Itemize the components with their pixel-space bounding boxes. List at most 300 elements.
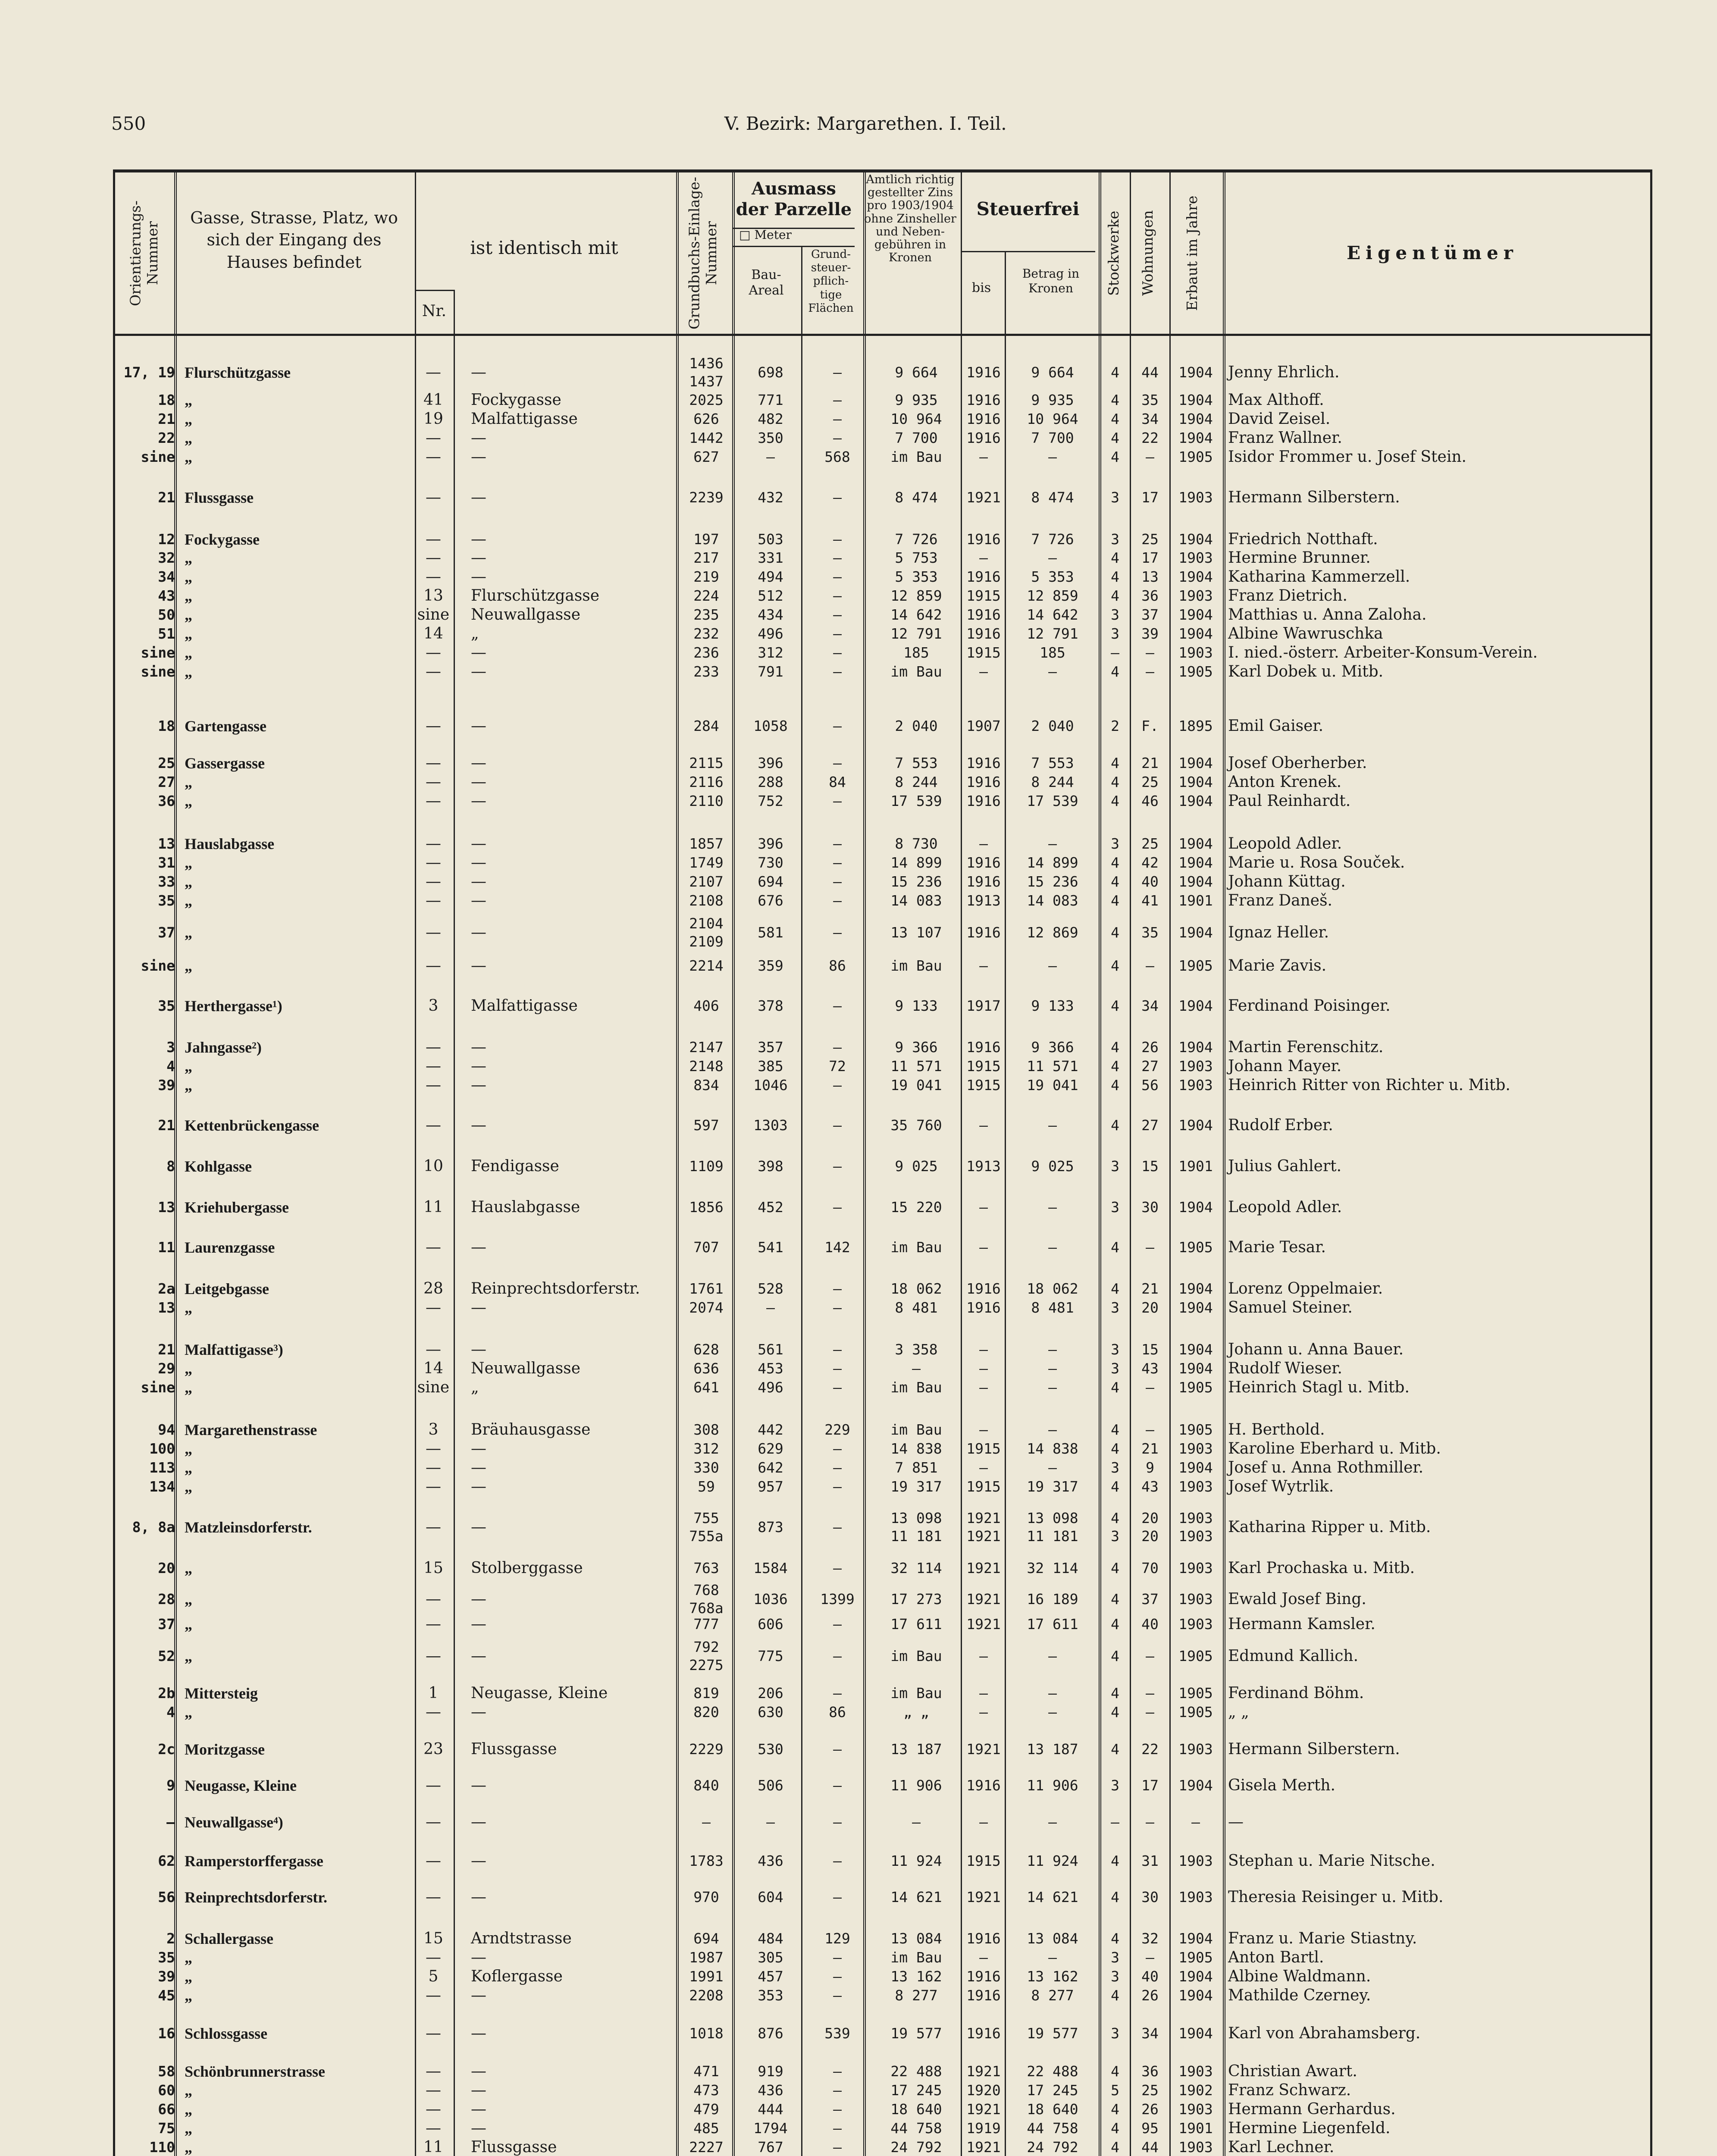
cell-steuerfrei-bis: 1921 bbox=[966, 1741, 1001, 1758]
cell-steuerfrei-betrag: 44 758 bbox=[1027, 2120, 1078, 2137]
cell-stockwerke: 4 bbox=[1111, 2063, 1119, 2080]
cell-erbaut: 1904 bbox=[1178, 429, 1213, 446]
table-row bbox=[0, 1279, 1717, 1298]
cell-stockwerke: 4 bbox=[1111, 549, 1119, 566]
cell-street: Mittersteig bbox=[185, 1685, 258, 1702]
cell-zins: 15 236 bbox=[890, 873, 942, 890]
cell-stockwerke: 4 bbox=[1111, 854, 1119, 871]
table-row bbox=[0, 2100, 1717, 2119]
cell-grundbuch: 755 755a bbox=[689, 1510, 724, 1545]
table-row bbox=[0, 956, 1717, 975]
cell-street: „ bbox=[185, 892, 192, 909]
cell-street: „ bbox=[185, 957, 192, 975]
cell-bau-areal: 541 bbox=[758, 1239, 783, 1256]
cell-grundbuch: 970 bbox=[693, 1889, 719, 1905]
cell-wohnungen: 32 bbox=[1141, 1930, 1159, 1947]
cell-grundbuch: 479 bbox=[693, 2101, 719, 2118]
cell-nr: — bbox=[426, 1518, 441, 1536]
cell-identisch: — bbox=[471, 568, 486, 586]
table-row bbox=[0, 429, 1717, 448]
cell-steuerfrei-bis: 1916 bbox=[966, 1930, 1001, 1947]
cell-wohnungen: 44 bbox=[1141, 364, 1159, 381]
cell-eigentuemer: Julius Gahlert. bbox=[1228, 1157, 1342, 1175]
cell-steuerfrei-betrag: — bbox=[1048, 1685, 1057, 1702]
cell-wohnungen: 26 bbox=[1141, 1987, 1159, 2004]
cell-grund-flaeche: — bbox=[833, 587, 842, 604]
cell-grund-flaeche: — bbox=[833, 2063, 842, 2080]
cell-bau-areal: 482 bbox=[758, 411, 783, 427]
cell-grundbuch: 641 bbox=[693, 1379, 719, 1396]
cell-street: „ bbox=[185, 924, 192, 941]
cell-grundbuch: 2229 bbox=[689, 1741, 724, 1758]
table-row bbox=[0, 1582, 1717, 1617]
cell-identisch: — bbox=[471, 754, 486, 772]
cell-eigentuemer: — bbox=[1228, 1813, 1244, 1831]
cell-identisch: — bbox=[471, 364, 486, 381]
cell-steuerfrei-betrag: 13 098 11 181 bbox=[1027, 1510, 1078, 1545]
cell-stockwerke: 3 bbox=[1111, 1968, 1119, 1985]
cell-identisch: — bbox=[471, 873, 486, 890]
cell-stockwerke: 4 bbox=[1111, 1889, 1119, 1905]
cell-grund-flaeche: — bbox=[833, 892, 842, 909]
cell-eigentuemer: Albine Wawruschka bbox=[1228, 625, 1383, 642]
cell-bau-areal: 1046 bbox=[753, 1077, 788, 1094]
header-bis: bis bbox=[971, 280, 991, 295]
cell-grundbuch: 1442 bbox=[689, 429, 724, 446]
cell-bau-areal: 436 bbox=[758, 2082, 783, 2099]
cell-steuerfrei-betrag: 32 114 bbox=[1027, 1560, 1078, 1576]
cell-grundbuch: 707 bbox=[693, 1239, 719, 1256]
page-title: V. Bezirk: Margarethen. I. Teil. bbox=[724, 113, 1007, 134]
cell-nr: 15 bbox=[423, 1930, 443, 1947]
cell-erbaut: 1903 bbox=[1178, 1616, 1213, 1633]
cell-grund-flaeche: — bbox=[833, 997, 842, 1014]
cell-eigentuemer: Hermann Silberstern. bbox=[1228, 489, 1400, 506]
cell-zins: 11 924 bbox=[890, 1852, 942, 1869]
cell-identisch: — bbox=[471, 773, 486, 791]
cell-bau-areal: 1058 bbox=[753, 718, 788, 734]
cell-steuerfrei-bis: 1916 bbox=[966, 392, 1001, 408]
cell-street: Fockygasse bbox=[185, 531, 260, 548]
cell-erbaut: 1903 bbox=[1178, 1889, 1213, 1905]
cell-street: „ bbox=[185, 2101, 192, 2118]
cell-eigentuemer: Anton Krenek. bbox=[1228, 773, 1342, 791]
table-row bbox=[0, 853, 1717, 872]
cell-eigentuemer: Katharina Kammerzell. bbox=[1228, 568, 1410, 586]
cell-wohnungen: 40 bbox=[1141, 873, 1159, 890]
cell-orientierung: sine bbox=[141, 663, 175, 680]
cell-identisch: — bbox=[471, 1949, 486, 1966]
cell-orientierung: — bbox=[166, 1814, 175, 1830]
cell-bau-areal: 1584 bbox=[753, 1560, 788, 1576]
cell-steuerfrei-bis: 1917 bbox=[966, 997, 1001, 1014]
cell-steuerfrei-bis: 1916 bbox=[966, 429, 1001, 446]
cell-zins: 44 758 bbox=[890, 2120, 942, 2137]
cell-street: „ bbox=[185, 1591, 192, 1608]
cell-steuerfrei-betrag: 14 083 bbox=[1027, 892, 1078, 909]
cell-grundbuch: 217 bbox=[693, 549, 719, 566]
cell-grund-flaeche: 129 bbox=[824, 1930, 850, 1947]
cell-steuerfrei-betrag: 8 277 bbox=[1031, 1987, 1074, 2004]
cell-grund-flaeche: — bbox=[833, 1039, 842, 1056]
cell-stockwerke: 3 bbox=[1111, 1949, 1119, 1966]
cell-erbaut: 1903 1903 bbox=[1178, 1510, 1213, 1545]
cell-orientierung: 2b bbox=[158, 1685, 175, 1702]
cell-eigentuemer: Max Althoff. bbox=[1228, 391, 1324, 409]
cell-grundbuch: 597 bbox=[693, 1117, 719, 1134]
cell-grund-flaeche: — bbox=[833, 392, 842, 408]
cell-steuerfrei-betrag: 16 189 bbox=[1027, 1591, 1078, 1608]
cell-grundbuch: 236 bbox=[693, 644, 719, 661]
cell-grund-flaeche: 229 bbox=[824, 1421, 850, 1438]
cell-zins: 10 964 bbox=[890, 411, 942, 427]
cell-erbaut: 1904 bbox=[1178, 606, 1213, 623]
cell-erbaut: 1904 bbox=[1178, 2025, 1213, 2042]
cell-identisch: Flurschützgasse bbox=[471, 587, 600, 605]
cell-grundbuch: 763 bbox=[693, 1560, 719, 1576]
table-row bbox=[0, 1813, 1717, 1832]
cell-erbaut: 1904 bbox=[1178, 835, 1213, 852]
table-row bbox=[0, 530, 1717, 549]
table-row bbox=[0, 997, 1717, 1015]
table-row bbox=[0, 2024, 1717, 2043]
cell-bau-areal: 791 bbox=[758, 663, 783, 680]
cell-bau-areal: 771 bbox=[758, 392, 783, 408]
cell-identisch: Malfattigasse bbox=[471, 410, 578, 428]
cell-grundbuch: 473 bbox=[693, 2082, 719, 2099]
cell-zins: 8 730 bbox=[895, 835, 938, 852]
cell-eigentuemer: Theresia Reisinger u. Mitb. bbox=[1228, 1888, 1444, 1906]
cell-street: „ bbox=[185, 587, 192, 605]
table-row bbox=[0, 567, 1717, 586]
table-row bbox=[0, 792, 1717, 811]
cell-nr: 28 bbox=[423, 1280, 443, 1297]
cell-orientierung: 39 bbox=[158, 1077, 175, 1094]
cell-bau-areal: 444 bbox=[758, 2101, 783, 2118]
cell-bau-areal: 752 bbox=[758, 793, 783, 809]
cell-stockwerke: 4 bbox=[1111, 1741, 1119, 1758]
cell-identisch: — bbox=[471, 1852, 486, 1870]
cell-nr: 23 bbox=[423, 1740, 443, 1758]
cell-stockwerke: 4 bbox=[1111, 1117, 1119, 1134]
cell-grund-flaeche: — bbox=[833, 1440, 842, 1457]
cell-wohnungen: — bbox=[1146, 1239, 1154, 1256]
header-ausmass: Ausmass der Parzelle bbox=[736, 179, 852, 219]
cell-wohnungen: 20 20 bbox=[1141, 1510, 1159, 1545]
cell-bau-areal: 305 bbox=[758, 1949, 783, 1966]
cell-grund-flaeche: — bbox=[833, 531, 842, 548]
cell-bau-areal: — bbox=[766, 448, 775, 465]
cell-steuerfrei-bis: 1916 bbox=[966, 793, 1001, 809]
cell-steuerfrei-betrag: — bbox=[1048, 1421, 1057, 1438]
table-row bbox=[0, 605, 1717, 624]
cell-erbaut: 1903 bbox=[1178, 549, 1213, 566]
cell-stockwerke: 4 bbox=[1111, 892, 1119, 909]
cell-steuerfrei-betrag: — bbox=[1048, 1949, 1057, 1966]
cell-steuerfrei-betrag: 17 245 bbox=[1027, 2082, 1078, 2099]
cell-steuerfrei-betrag: — bbox=[1048, 1360, 1057, 1377]
cell-zins: 19 317 bbox=[890, 1478, 942, 1495]
header-grund: Grund-steuer-pflich-tige Flächen bbox=[808, 248, 854, 315]
cell-grundbuch: 1109 bbox=[689, 1158, 724, 1175]
cell-erbaut: 1903 bbox=[1178, 1478, 1213, 1495]
table-row bbox=[0, 1116, 1717, 1135]
cell-orientierung: 113 bbox=[149, 1459, 175, 1476]
cell-erbaut: 1905 bbox=[1178, 1949, 1213, 1966]
cell-street: „ bbox=[185, 429, 192, 447]
cell-steuerfrei-bis: — bbox=[979, 1239, 988, 1256]
cell-nr: 11 bbox=[423, 1198, 443, 1216]
cell-steuerfrei-bis: 1921 bbox=[966, 2063, 1001, 2080]
cell-steuerfrei-betrag: 12 869 bbox=[1027, 924, 1078, 941]
cell-steuerfrei-bis: 1916 bbox=[966, 1299, 1001, 1316]
cell-identisch: Fendigasse bbox=[471, 1157, 559, 1175]
table-row bbox=[0, 1298, 1717, 1317]
cell-steuerfrei-bis: — bbox=[979, 1648, 988, 1664]
table-row bbox=[0, 1986, 1717, 2005]
table-row bbox=[0, 1615, 1717, 1634]
cell-stockwerke: 4 bbox=[1111, 1440, 1119, 1457]
cell-grund-flaeche: — bbox=[833, 873, 842, 890]
cell-eigentuemer: Karl Lechner. bbox=[1228, 2138, 1335, 2156]
cell-identisch: — bbox=[471, 549, 486, 567]
cell-grundbuch: 792 2275 bbox=[689, 1639, 724, 1673]
cell-grund-flaeche: — bbox=[833, 854, 842, 871]
cell-bau-areal: 457 bbox=[758, 1968, 783, 1985]
cell-grundbuch: 1987 bbox=[689, 1949, 724, 1966]
cell-orientierung: 13 bbox=[158, 835, 175, 852]
table-row bbox=[0, 1703, 1717, 1722]
cell-grundbuch: 485 bbox=[693, 2120, 719, 2137]
cell-zins: 24 792 bbox=[890, 2139, 942, 2156]
table-row bbox=[0, 1948, 1717, 1967]
cell-street: „ bbox=[185, 411, 192, 428]
cell-eigentuemer: Hermann Gerhardus. bbox=[1228, 2100, 1396, 2118]
header-rule-ausmass bbox=[733, 228, 855, 229]
cell-zins: 2 040 bbox=[895, 718, 938, 734]
cell-erbaut: 1904 bbox=[1178, 1777, 1213, 1794]
cell-stockwerke: 4 bbox=[1111, 1591, 1119, 1608]
cell-orientierung: 3 bbox=[166, 1039, 175, 1056]
cell-orientierung: 25 bbox=[158, 755, 175, 771]
cell-steuerfrei-bis: 1920 bbox=[966, 2082, 1001, 2099]
cell-grundbuch: 636 bbox=[693, 1360, 719, 1377]
cell-nr: — bbox=[426, 549, 441, 567]
cell-grundbuch: 197 bbox=[693, 531, 719, 548]
cell-erbaut: 1903 bbox=[1178, 2139, 1213, 2156]
cell-nr: — bbox=[426, 792, 441, 810]
cell-nr: — bbox=[426, 1813, 441, 1831]
cell-steuerfrei-bis: 1921 bbox=[966, 489, 1001, 506]
cell-zins: im Bau bbox=[890, 1421, 942, 1438]
cell-eigentuemer: Franz Daneš. bbox=[1228, 892, 1332, 909]
cell-grundbuch: 308 bbox=[693, 1421, 719, 1438]
table-row bbox=[0, 448, 1717, 467]
cell-steuerfrei-bis: 1916 bbox=[966, 774, 1001, 790]
cell-zins: 14 899 bbox=[890, 854, 942, 871]
cell-eigentuemer: Rudolf Wieser. bbox=[1228, 1360, 1342, 1377]
cell-zins: 17 273 bbox=[890, 1591, 942, 1608]
cell-orientierung: 35 bbox=[158, 892, 175, 909]
cell-grundbuch: 2104 2109 bbox=[689, 915, 724, 950]
table-row bbox=[0, 391, 1717, 410]
cell-stockwerke: 3 bbox=[1111, 1777, 1119, 1794]
cell-identisch: Malfattigasse bbox=[471, 997, 578, 1015]
cell-stockwerke: 4 bbox=[1111, 1685, 1119, 1702]
table-row bbox=[0, 1510, 1717, 1545]
cell-wohnungen: 22 bbox=[1141, 1741, 1159, 1758]
table-row bbox=[0, 834, 1717, 853]
cell-erbaut: 1904 bbox=[1178, 411, 1213, 427]
table-row bbox=[0, 754, 1717, 773]
cell-erbaut: 1903 bbox=[1178, 1591, 1213, 1608]
cell-zins: 5 753 bbox=[895, 549, 938, 566]
cell-bau-areal: 642 bbox=[758, 1459, 783, 1476]
cell-identisch: — bbox=[471, 1615, 486, 1633]
cell-wohnungen: 21 bbox=[1141, 1440, 1159, 1457]
cell-zins: — bbox=[912, 1360, 921, 1377]
cell-steuerfrei-bis: 1916 bbox=[966, 625, 1001, 642]
cell-street: Flurschützgasse bbox=[185, 364, 291, 381]
cell-nr: — bbox=[426, 489, 441, 506]
cell-nr: — bbox=[426, 644, 441, 661]
cell-wohnungen: 34 bbox=[1141, 997, 1159, 1014]
cell-steuerfrei-betrag: — bbox=[1048, 1341, 1057, 1358]
cell-bau-areal: 873 bbox=[758, 1519, 783, 1536]
cell-erbaut: 1904 bbox=[1178, 793, 1213, 809]
cell-identisch: — bbox=[471, 957, 486, 975]
cell-bau-areal: 396 bbox=[758, 755, 783, 771]
table-row bbox=[0, 1639, 1717, 1673]
cell-grund-flaeche: — bbox=[833, 625, 842, 642]
cell-stockwerke: 4 bbox=[1111, 587, 1119, 604]
cell-erbaut: 1903 bbox=[1178, 1077, 1213, 1094]
cell-street: „ bbox=[185, 2082, 192, 2099]
cell-zins: 13 187 bbox=[890, 1741, 942, 1758]
cell-orientierung: 13 bbox=[158, 1199, 175, 1216]
cell-grund-flaeche: — bbox=[833, 568, 842, 585]
cell-steuerfrei-betrag: 11 906 bbox=[1027, 1777, 1078, 1794]
cell-orientierung: 51 bbox=[158, 625, 175, 642]
cell-eigentuemer: Lorenz Oppelmaier. bbox=[1228, 1280, 1383, 1297]
cell-grundbuch: 820 bbox=[693, 1704, 719, 1720]
cell-eigentuemer: Franz Dietrich. bbox=[1228, 587, 1347, 605]
cell-steuerfrei-bis: 1916 bbox=[966, 1987, 1001, 2004]
cell-grundbuch: 2239 bbox=[689, 489, 724, 506]
cell-nr: 11 bbox=[423, 2138, 443, 2156]
cell-identisch: Koflergasse bbox=[471, 1968, 563, 1985]
cell-eigentuemer: Heinrich Stagl u. Mitb. bbox=[1228, 1379, 1410, 1396]
cell-orientierung: 50 bbox=[158, 606, 175, 623]
cell-street: „ bbox=[185, 1077, 192, 1094]
cell-bau-areal: 503 bbox=[758, 531, 783, 548]
cell-grund-flaeche: — bbox=[833, 835, 842, 852]
table-row bbox=[0, 662, 1717, 681]
cell-stockwerke: 4 bbox=[1111, 448, 1119, 465]
cell-stockwerke: 4 bbox=[1111, 1239, 1119, 1256]
cell-grund-flaeche: — bbox=[833, 1379, 842, 1396]
cell-street: „ bbox=[185, 1560, 192, 1577]
cell-bau-areal: 512 bbox=[758, 587, 783, 604]
cell-zins: 18 062 bbox=[890, 1280, 942, 1297]
cell-bau-areal: 353 bbox=[758, 1987, 783, 2004]
cell-nr: — bbox=[426, 1238, 441, 1256]
cell-orientierung: 75 bbox=[158, 2120, 175, 2137]
cell-grund-flaeche: — bbox=[833, 1077, 842, 1094]
cell-steuerfrei-betrag: — bbox=[1048, 1117, 1057, 1134]
cell-orientierung: 36 bbox=[158, 793, 175, 809]
cell-wohnungen: 37 bbox=[1141, 1591, 1159, 1608]
cell-stockwerke: 4 bbox=[1111, 1280, 1119, 1297]
cell-steuerfrei-bis: — bbox=[979, 1117, 988, 1134]
cell-orientierung: 34 bbox=[158, 568, 175, 585]
cell-orientierung: 35 bbox=[158, 1949, 175, 1966]
cell-grundbuch: 2147 bbox=[689, 1039, 724, 1056]
cell-zins: 14 621 bbox=[890, 1889, 942, 1905]
cell-steuerfrei-betrag: 14 642 bbox=[1027, 606, 1078, 623]
cell-erbaut: 1904 bbox=[1178, 1117, 1213, 1134]
cell-street: „ bbox=[185, 2139, 192, 2156]
cell-street: Kriehubergasse bbox=[185, 1199, 289, 1216]
header-gasse: Gasse, Strasse, Platz, wo sich der Eingang des Hauses befindet bbox=[190, 208, 398, 272]
cell-identisch: — bbox=[471, 1038, 486, 1056]
cell-wohnungen: — bbox=[1146, 957, 1154, 974]
cell-bau-areal: 506 bbox=[758, 1777, 783, 1794]
cell-zins: im Bau bbox=[890, 957, 942, 974]
cell-eigentuemer: Rudolf Erber. bbox=[1228, 1116, 1333, 1134]
cell-steuerfrei-bis: 1916 bbox=[966, 606, 1001, 623]
cell-eigentuemer: Jenny Ehrlich. bbox=[1228, 364, 1340, 381]
cell-wohnungen: 25 bbox=[1141, 2082, 1159, 2099]
cell-street: „ bbox=[185, 644, 192, 661]
cell-identisch: Hauslabgasse bbox=[471, 1198, 580, 1216]
table-row bbox=[0, 2081, 1717, 2100]
cell-eigentuemer: Leopold Adler. bbox=[1228, 1198, 1342, 1216]
cell-erbaut: 1895 bbox=[1178, 718, 1213, 734]
cell-zins: 8 277 bbox=[895, 1987, 938, 2004]
cell-wohnungen: 20 bbox=[1141, 1299, 1159, 1316]
cell-stockwerke: 4 bbox=[1111, 755, 1119, 771]
cell-steuerfrei-bis: 1916 bbox=[966, 364, 1001, 381]
table-row bbox=[0, 1238, 1717, 1257]
cell-grundbuch: 233 bbox=[693, 663, 719, 680]
cell-steuerfrei-bis: — bbox=[979, 448, 988, 465]
cell-grund-flaeche: — bbox=[833, 1949, 842, 1966]
cell-orientierung: 32 bbox=[158, 549, 175, 566]
cell-orientierung: 21 bbox=[158, 489, 175, 506]
cell-grundbuch: 694 bbox=[693, 1930, 719, 1947]
cell-erbaut: 1901 bbox=[1178, 892, 1213, 909]
cell-orientierung: 13 bbox=[158, 1299, 175, 1316]
cell-street: Leitgebgasse bbox=[185, 1280, 269, 1297]
cell-identisch: — bbox=[471, 835, 486, 852]
cell-grundbuch: 628 bbox=[693, 1341, 719, 1358]
cell-steuerfrei-betrag: 11 571 bbox=[1027, 1058, 1078, 1075]
cell-eigentuemer: Marie Tesar. bbox=[1228, 1238, 1326, 1256]
table-row bbox=[0, 1684, 1717, 1703]
cell-steuerfrei-bis: 1916 bbox=[966, 924, 1001, 941]
cell-wohnungen: 26 bbox=[1141, 2101, 1159, 2118]
cell-grundbuch: 1749 bbox=[689, 854, 724, 871]
cell-street: „ bbox=[185, 1058, 192, 1075]
cell-nr: sine bbox=[417, 1379, 450, 1396]
cell-eigentuemer: Paul Reinhardt. bbox=[1228, 792, 1351, 810]
cell-orientierung: 8 bbox=[166, 1158, 175, 1175]
table-row bbox=[0, 915, 1717, 950]
cell-zins: 8 474 bbox=[895, 489, 938, 506]
cell-orientierung: 58 bbox=[158, 2063, 175, 2080]
cell-grund-flaeche: — bbox=[833, 1852, 842, 1869]
